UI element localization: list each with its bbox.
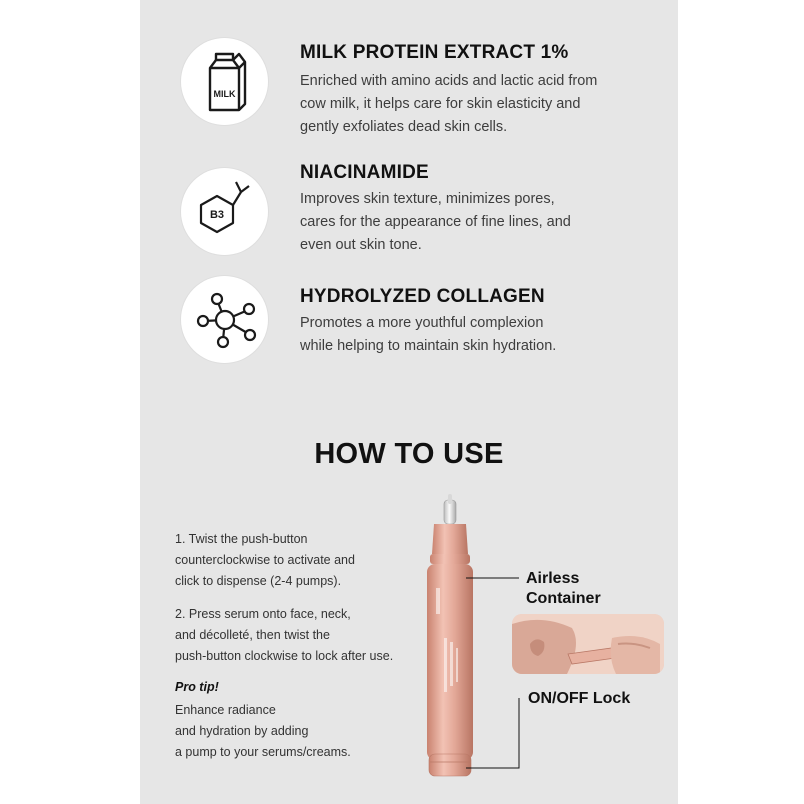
ingredient-title: HYDROLYZED COLLAGEN bbox=[300, 286, 545, 307]
pro-tip-text: Enhance radiance and hydration by adding a pump to your serums/creams. bbox=[175, 703, 351, 759]
svg-text:B3: B3 bbox=[209, 209, 225, 221]
callout-on-off-lock: ON/OFF Lock bbox=[528, 690, 631, 707]
ingredient-description: Improves skin texture, minimizes pores, cares for the appearance of fine lines, and even out skin tone. bbox=[300, 191, 571, 253]
b3-molecule-icon bbox=[181, 168, 268, 255]
ingredient-description: Promotes a more youthful complexion while helping to maintain skin hydration. bbox=[300, 315, 557, 354]
step-2-text: 2. Press serum onto face, neck, and décolleté, then twist the push-button clockwise to lock after use. bbox=[175, 607, 394, 663]
pro-tip-label: Pro tip! bbox=[175, 680, 219, 694]
section-title: HOW TO USE bbox=[314, 438, 504, 470]
application-photo bbox=[512, 614, 664, 674]
molecule-icon bbox=[181, 276, 268, 363]
step-1-text: 1. Twist the push-button counterclockwise to activate and click to dispense (2-4 pumps). bbox=[175, 532, 355, 588]
ingredient-title: MILK PROTEIN EXTRACT 1% bbox=[300, 42, 569, 63]
svg-text:MILK: MILK bbox=[213, 89, 236, 99]
milk-carton-icon bbox=[181, 38, 268, 125]
product-serum-pen bbox=[400, 492, 500, 788]
ingredient-title: NIACINAMIDE bbox=[300, 162, 429, 183]
callout-airless-container: Airless Container bbox=[526, 570, 601, 607]
ingredient-description: Enriched with amino acids and lactic acid from cow milk, it helps care for skin elasticity and gently exfoliates dead skin cells. bbox=[300, 73, 598, 135]
